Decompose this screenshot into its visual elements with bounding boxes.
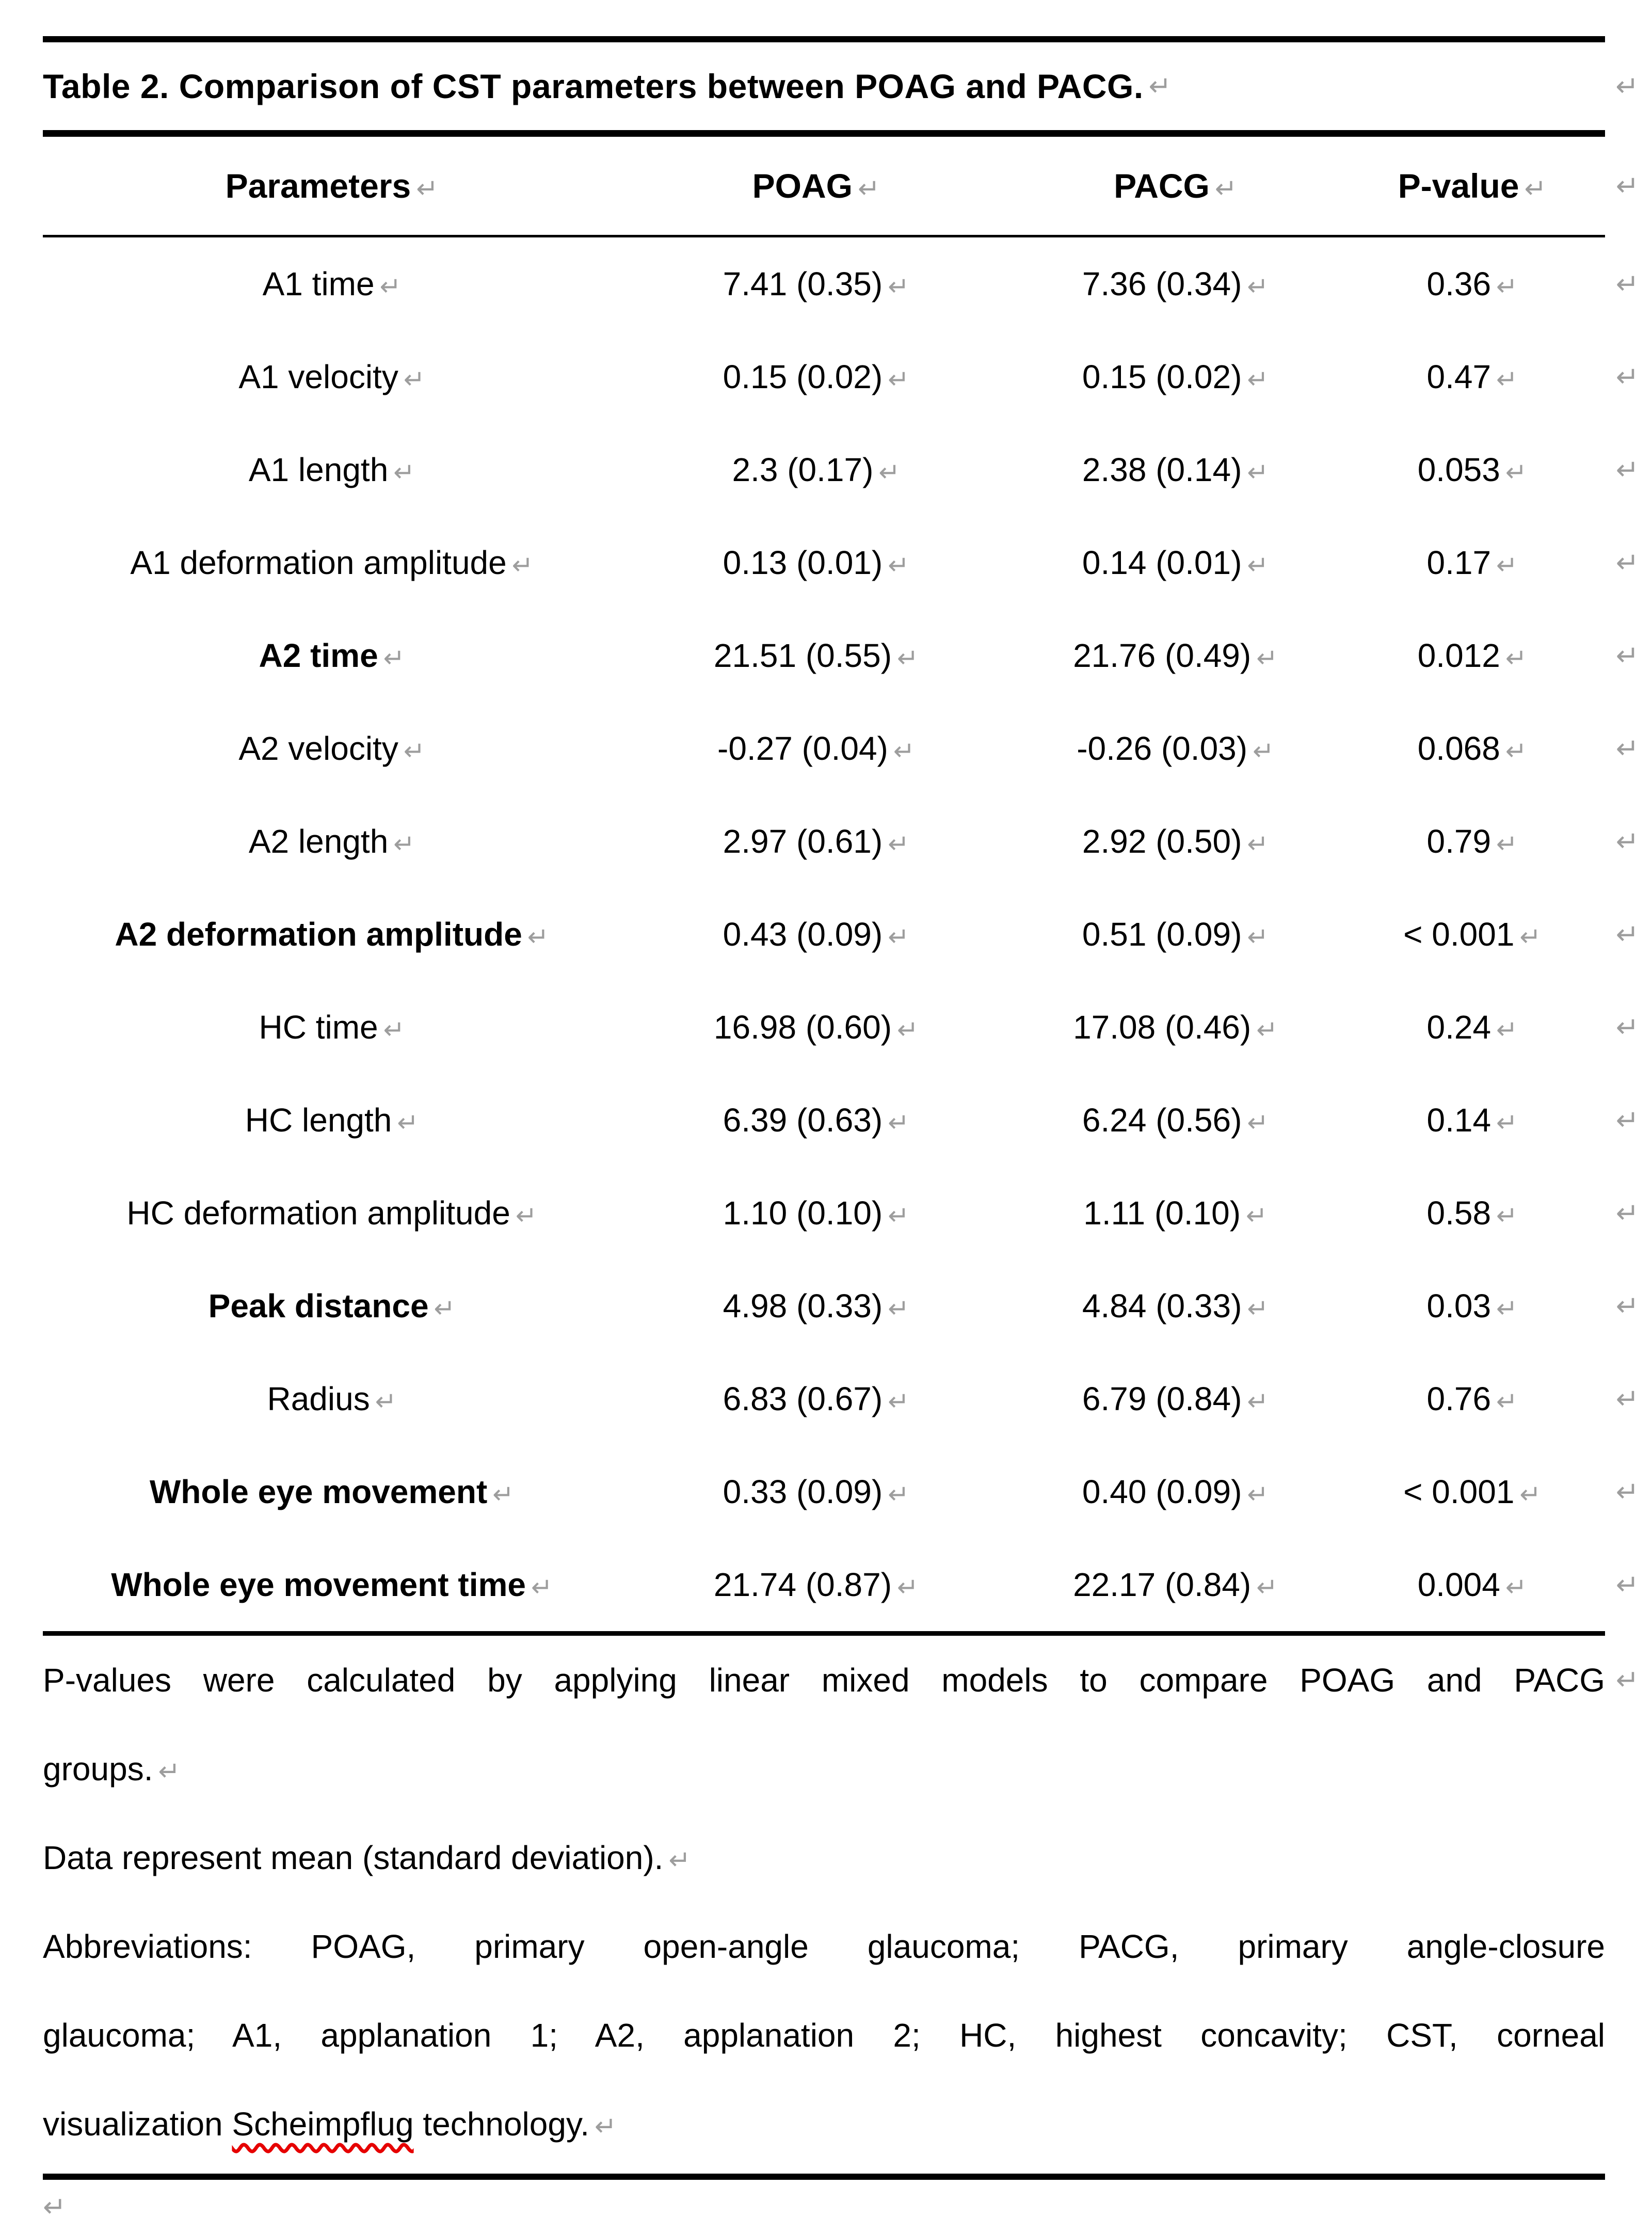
return-mark-icon: ↵ bbox=[888, 829, 910, 859]
pacg-cell: 4.84 (0.33) ↵ bbox=[1082, 1287, 1269, 1325]
pvalue-cell: 0.58 ↵ bbox=[1426, 1194, 1518, 1232]
return-mark-icon: ↵ bbox=[1519, 1479, 1542, 1509]
footnote-pvalues-line1: P-values were calculated by applying linear mixed models to compare POAG and PACG ↵ bbox=[43, 1636, 1605, 1725]
return-mark-icon: ↵ bbox=[897, 643, 919, 673]
return-mark-icon: ↵ bbox=[1247, 457, 1269, 487]
top-rule bbox=[43, 36, 1605, 42]
poag-cell: -0.27 (0.04) ↵ bbox=[717, 730, 915, 767]
table-row bbox=[43, 1167, 1639, 1259]
table-row bbox=[43, 1259, 1639, 1352]
pvalue-cell: 0.79 ↵ bbox=[1426, 823, 1518, 860]
pacg-cell: 6.24 (0.56) ↵ bbox=[1082, 1102, 1269, 1139]
table-caption-text: Table 2. Comparison of CST parameters between POAG and PACG. bbox=[43, 67, 1144, 105]
param-cell: A1 velocity ↵ bbox=[238, 358, 425, 395]
return-mark-icon: ↵ bbox=[1247, 1294, 1269, 1323]
return-mark-icon: ↵ bbox=[1615, 453, 1639, 486]
return-mark-icon: ↵ bbox=[1615, 639, 1639, 672]
return-mark-icon: ↵ bbox=[1256, 643, 1278, 673]
pacg-cell: 2.92 (0.50) ↵ bbox=[1082, 823, 1269, 860]
return-mark-icon: ↵ bbox=[1615, 1289, 1639, 1322]
return-mark-icon: ↵ bbox=[888, 922, 910, 952]
return-mark-icon: ↵ bbox=[1524, 173, 1547, 204]
pvalue-cell: < 0.001 ↵ bbox=[1403, 1473, 1542, 1510]
return-mark-icon: ↵ bbox=[1253, 736, 1274, 766]
return-mark-icon: ↵ bbox=[1615, 360, 1639, 393]
table-row bbox=[43, 423, 1639, 516]
return-mark-icon: ↵ bbox=[1247, 272, 1269, 301]
pvalue-cell: 0.004 ↵ bbox=[1417, 1566, 1527, 1603]
return-mark-icon: ↵ bbox=[434, 1294, 456, 1323]
pvalue-cell: 0.053 ↵ bbox=[1417, 451, 1527, 488]
return-mark-icon: ↵ bbox=[1496, 272, 1518, 301]
pvalue-cell: < 0.001 ↵ bbox=[1403, 916, 1542, 953]
param-cell: A1 length ↵ bbox=[248, 451, 415, 488]
poag-cell: 21.51 (0.55) ↵ bbox=[713, 637, 919, 674]
pacg-cell: 0.51 (0.09) ↵ bbox=[1082, 916, 1269, 953]
return-mark-icon: ↵ bbox=[1496, 1015, 1518, 1045]
table-row bbox=[43, 1538, 1639, 1631]
poag-cell: 6.39 (0.63) ↵ bbox=[723, 1102, 910, 1139]
return-mark-icon: ↵ bbox=[1615, 825, 1639, 858]
return-mark-icon: ↵ bbox=[1615, 1568, 1639, 1601]
return-mark-icon: ↵ bbox=[43, 2191, 67, 2223]
pvalue-cell: 0.012 ↵ bbox=[1417, 637, 1527, 674]
return-mark-icon: ↵ bbox=[594, 2111, 617, 2142]
return-mark-icon: ↵ bbox=[668, 1845, 691, 1876]
return-mark-icon: ↵ bbox=[393, 457, 415, 487]
table-row bbox=[43, 1445, 1639, 1538]
table-row bbox=[43, 1352, 1639, 1445]
return-mark-icon: ↵ bbox=[1615, 1196, 1639, 1230]
return-mark-icon: ↵ bbox=[403, 364, 425, 394]
table-row bbox=[43, 981, 1639, 1074]
footnote-data-note: Data represent mean (standard deviation). ↵ bbox=[43, 1839, 691, 1876]
poag-cell: 0.43 (0.09) ↵ bbox=[723, 916, 910, 953]
return-mark-icon: ↵ bbox=[531, 1572, 553, 1602]
footnote-pvalues-line2: groups. ↵ bbox=[43, 1750, 181, 1788]
pacg-cell: 0.40 (0.09) ↵ bbox=[1082, 1473, 1269, 1510]
param-cell: HC deformation amplitude ↵ bbox=[126, 1194, 537, 1232]
param-cell: Whole eye movement ↵ bbox=[149, 1473, 515, 1510]
return-mark-icon: ↵ bbox=[492, 1479, 515, 1509]
return-mark-icon: ↵ bbox=[1615, 70, 1639, 103]
header-pvalue: P-value ↵ bbox=[1398, 167, 1547, 205]
return-mark-icon: ↵ bbox=[1615, 169, 1639, 202]
footnote-abbreviations-line3: visualization Scheimpflug technology. ↵ bbox=[43, 2105, 617, 2143]
return-mark-icon: ↵ bbox=[1615, 1011, 1639, 1044]
param-cell: A2 length ↵ bbox=[248, 823, 415, 860]
param-cell: Peak distance ↵ bbox=[208, 1287, 456, 1325]
return-mark-icon: ↵ bbox=[888, 550, 910, 580]
table-row bbox=[43, 330, 1639, 423]
return-mark-icon: ↵ bbox=[1496, 829, 1518, 859]
return-mark-icon: ↵ bbox=[1615, 267, 1639, 300]
pacg-cell: 21.76 (0.49) ↵ bbox=[1073, 637, 1278, 674]
poag-cell: 2.3 (0.17) ↵ bbox=[732, 451, 901, 488]
header-pacg: PACG ↵ bbox=[1114, 167, 1238, 205]
pacg-cell: 0.15 (0.02) ↵ bbox=[1082, 358, 1269, 395]
pacg-cell: 2.38 (0.14) ↵ bbox=[1082, 451, 1269, 488]
bottom-rule bbox=[43, 2174, 1605, 2180]
poag-cell: 7.41 (0.35) ↵ bbox=[723, 265, 910, 302]
return-mark-icon: ↵ bbox=[383, 1015, 405, 1045]
poag-cell: 2.97 (0.61) ↵ bbox=[723, 823, 910, 860]
return-mark-icon: ↵ bbox=[403, 736, 425, 766]
table-row bbox=[43, 795, 1639, 888]
return-mark-icon: ↵ bbox=[1615, 732, 1639, 765]
return-mark-icon: ↵ bbox=[1496, 364, 1518, 394]
param-cell: Whole eye movement time ↵ bbox=[111, 1566, 553, 1603]
return-mark-icon: ↵ bbox=[1505, 643, 1527, 673]
pacg-cell: 22.17 (0.84) ↵ bbox=[1073, 1566, 1278, 1603]
table-caption bbox=[43, 42, 1639, 130]
return-mark-icon: ↵ bbox=[1214, 173, 1238, 204]
pacg-cell: -0.26 (0.03) ↵ bbox=[1077, 730, 1274, 767]
footnote-abbreviations-line1: Abbreviations: POAG, primary open-angle glaucoma; PACG, primary angle-closure bbox=[43, 1928, 1605, 1965]
poag-cell: 0.33 (0.09) ↵ bbox=[723, 1473, 910, 1510]
return-mark-icon: ↵ bbox=[893, 736, 915, 766]
return-mark-icon: ↵ bbox=[1496, 1201, 1518, 1231]
return-mark-icon: ↵ bbox=[1247, 364, 1269, 394]
return-mark-icon: ↵ bbox=[1505, 1572, 1527, 1602]
return-mark-icon: ↵ bbox=[383, 643, 405, 673]
return-mark-icon: ↵ bbox=[1615, 1382, 1639, 1415]
misspelled-word: Scheimpflug bbox=[232, 2105, 414, 2143]
return-mark-icon: ↵ bbox=[1615, 918, 1639, 951]
return-mark-icon: ↵ bbox=[393, 829, 415, 859]
param-cell: Radius ↵ bbox=[267, 1380, 397, 1417]
pvalue-cell: 0.76 ↵ bbox=[1426, 1380, 1518, 1417]
return-mark-icon: ↵ bbox=[888, 1294, 910, 1323]
return-mark-icon: ↵ bbox=[888, 272, 910, 301]
pacg-cell: 1.11 (0.10) ↵ bbox=[1083, 1194, 1268, 1232]
return-mark-icon: ↵ bbox=[515, 1201, 537, 1231]
pvalue-cell: 0.47 ↵ bbox=[1426, 358, 1518, 395]
return-mark-icon: ↵ bbox=[888, 1479, 910, 1509]
return-mark-icon: ↵ bbox=[416, 173, 439, 204]
return-mark-icon: ↵ bbox=[1505, 457, 1527, 487]
return-mark-icon: ↵ bbox=[1247, 1108, 1269, 1138]
pacg-cell: 17.08 (0.46) ↵ bbox=[1073, 1009, 1278, 1046]
return-mark-icon: ↵ bbox=[1615, 1664, 1639, 1696]
return-mark-icon: ↵ bbox=[897, 1572, 919, 1602]
pvalue-cell: 0.068 ↵ bbox=[1417, 730, 1527, 767]
param-cell: A2 velocity ↵ bbox=[238, 730, 425, 767]
table-row bbox=[43, 609, 1639, 702]
poag-cell: 0.13 (0.01) ↵ bbox=[723, 544, 910, 581]
param-cell: A1 deformation amplitude ↵ bbox=[130, 544, 534, 581]
return-mark-icon: ↵ bbox=[857, 173, 880, 204]
return-mark-icon: ↵ bbox=[1247, 922, 1269, 952]
pacg-cell: 0.14 (0.01) ↵ bbox=[1082, 544, 1269, 581]
pvalue-cell: 0.14 ↵ bbox=[1426, 1102, 1518, 1139]
param-cell: A1 time ↵ bbox=[262, 265, 402, 302]
return-mark-icon: ↵ bbox=[1505, 736, 1527, 766]
footnote-abbreviations-line2: glaucoma; A1, applanation 1; A2, applanation 2; HC, highest concavity; CST, corneal bbox=[43, 2017, 1605, 2054]
poag-cell: 6.83 (0.67) ↵ bbox=[723, 1380, 910, 1417]
return-mark-icon: ↵ bbox=[158, 1756, 181, 1787]
return-mark-icon: ↵ bbox=[397, 1108, 419, 1138]
table-row bbox=[43, 516, 1639, 609]
pvalue-cell: 0.36 ↵ bbox=[1426, 265, 1518, 302]
return-mark-icon: ↵ bbox=[888, 1201, 910, 1231]
return-mark-icon: ↵ bbox=[527, 922, 549, 952]
return-mark-icon: ↵ bbox=[1496, 1294, 1518, 1323]
table-footnotes bbox=[43, 1636, 1639, 2168]
pacg-cell: 6.79 (0.84) ↵ bbox=[1082, 1380, 1269, 1417]
header-poag: POAG ↵ bbox=[752, 167, 880, 205]
table-row bbox=[43, 237, 1639, 330]
return-mark-icon: ↵ bbox=[1496, 1108, 1518, 1138]
pvalue-cell: 0.24 ↵ bbox=[1426, 1009, 1518, 1046]
poag-cell: 1.10 (0.10) ↵ bbox=[723, 1194, 910, 1232]
return-mark-icon: ↵ bbox=[1519, 922, 1542, 952]
return-mark-icon: ↵ bbox=[511, 550, 534, 580]
return-mark-icon: ↵ bbox=[1256, 1572, 1278, 1602]
return-mark-icon: ↵ bbox=[1246, 1201, 1268, 1231]
header-parameters: Parameters ↵ bbox=[225, 167, 439, 205]
table-row bbox=[43, 702, 1639, 795]
return-mark-icon: ↵ bbox=[1148, 70, 1172, 102]
param-cell: A2 deformation amplitude ↵ bbox=[115, 916, 549, 953]
return-mark-icon: ↵ bbox=[1247, 1479, 1269, 1509]
return-mark-icon: ↵ bbox=[1615, 546, 1639, 579]
return-mark-icon: ↵ bbox=[878, 457, 901, 487]
cst-parameters-table bbox=[43, 130, 1639, 1636]
return-mark-icon: ↵ bbox=[1247, 550, 1269, 580]
return-mark-icon: ↵ bbox=[375, 1386, 397, 1416]
return-mark-icon: ↵ bbox=[1256, 1015, 1278, 1045]
return-mark-icon: ↵ bbox=[897, 1015, 919, 1045]
return-mark-icon: ↵ bbox=[1496, 550, 1518, 580]
pvalue-cell: 0.17 ↵ bbox=[1426, 544, 1518, 581]
return-mark-icon: ↵ bbox=[1615, 1475, 1639, 1508]
return-mark-icon: ↵ bbox=[1496, 1386, 1518, 1416]
pacg-cell: 7.36 (0.34) ↵ bbox=[1082, 265, 1269, 302]
poag-cell: 16.98 (0.60) ↵ bbox=[713, 1009, 919, 1046]
return-mark-icon: ↵ bbox=[1615, 1104, 1639, 1137]
table-row bbox=[43, 1074, 1639, 1167]
poag-cell: 4.98 (0.33) ↵ bbox=[723, 1287, 910, 1325]
pvalue-cell: 0.03 ↵ bbox=[1426, 1287, 1518, 1325]
return-mark-icon: ↵ bbox=[888, 364, 910, 394]
param-cell: A2 time ↵ bbox=[259, 637, 405, 674]
return-mark-icon: ↵ bbox=[1247, 829, 1269, 859]
param-cell: HC time ↵ bbox=[259, 1009, 405, 1046]
poag-cell: 0.15 (0.02) ↵ bbox=[723, 358, 910, 395]
table-row bbox=[43, 888, 1639, 981]
return-mark-icon: ↵ bbox=[888, 1386, 910, 1416]
table-header-row bbox=[43, 137, 1639, 237]
return-mark-icon: ↵ bbox=[1247, 1386, 1269, 1416]
poag-cell: 21.74 (0.87) ↵ bbox=[713, 1566, 919, 1603]
return-mark-icon: ↵ bbox=[379, 272, 402, 301]
param-cell: HC length ↵ bbox=[245, 1102, 419, 1139]
trailing-paragraph bbox=[43, 2180, 1652, 2234]
return-mark-icon: ↵ bbox=[888, 1108, 910, 1138]
